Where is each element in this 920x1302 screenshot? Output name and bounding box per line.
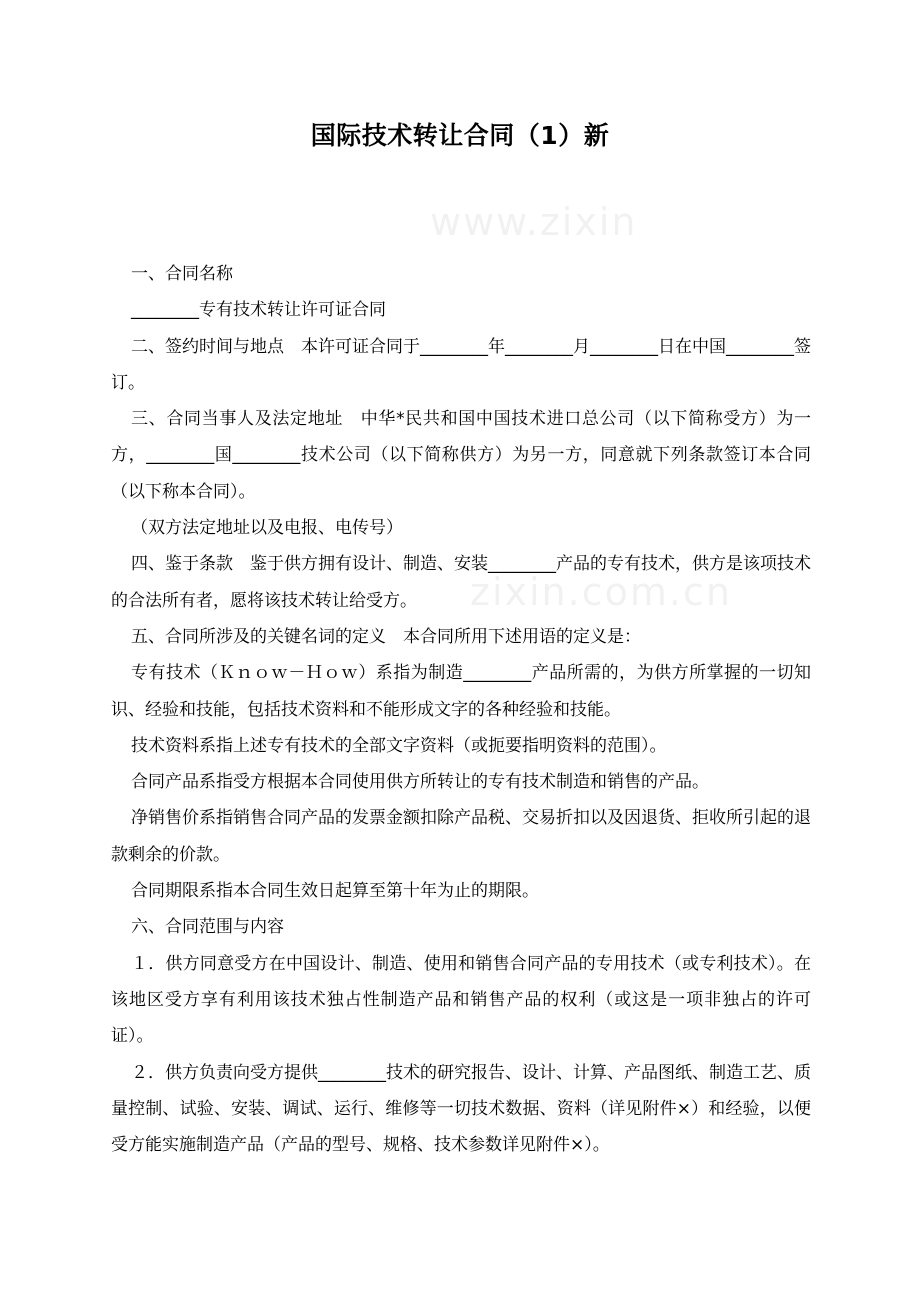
- paragraph: ２．供方负责向受方提供________技术的研究报告、设计、计算、产品图纸、制造工艺、质量控制、试验、安装、调试、运行、维修等一切技术数据、资料（详见附件×）和经验，以便受方能实施制造产品（产品的型号、规格、技术参数详见附件×）。: [111, 1062, 811, 1156]
- paragraph: 六、合同范围与内容: [131, 917, 284, 938]
- paragraph: 二、签约时间与地点 本许可证合同于________年________月________日在中国________签订。: [111, 336, 811, 393]
- paragraph: 一、合同名称: [131, 264, 233, 284]
- watermark-middle: zixin.com.cn: [470, 570, 732, 614]
- paragraph: ________专有技术转让许可证合同: [131, 300, 386, 321]
- paragraph: 五、合同所涉及的关键名词的定义 本合同所用下述用语的定义是：: [131, 626, 641, 647]
- paragraph: 合同产品系指受方根据本合同使用供方所转让的专有技术制造和销售的产品。: [131, 772, 709, 793]
- watermark-top: www.zixin: [430, 200, 638, 244]
- paragraph: 专有技术（Ｋｎｏｗ－Ｈｏｗ）系指为制造________产品所需的，为供方所掌握的一切知识、经验和技能，包括技术资料和不能形成文字的各种经验和技能。: [111, 663, 811, 720]
- paragraph: 合同期限系指本合同生效日起算至第十年为止的期限。: [131, 881, 539, 902]
- paragraph: １．供方同意受方在中国设计、制造、使用和销售合同产品的专用技术（或专利技术）。在该地区受方享有利用该技术独占性制造产品和销售产品的权利（或这是一项非独占的许可证）。: [111, 953, 811, 1047]
- paragraph: （双方法定地址以及电报、电传号）: [131, 518, 403, 539]
- paragraph: 三、合同当事人及法定地址 中华*民共和国中国技术进口总公司（以下简称受方）为一方，________国________技术公司（以下简称供方）为另一方，同意就下列条款签订本合同（以下称本合同）。: [111, 409, 811, 502]
- document-body: [111, 256, 811, 1163]
- document-title: 国际技术转让合同（1）新: [310, 121, 610, 150]
- paragraph: 技术资料系指上述专有技术的全部文字资料（或扼要指明资料的范围）。: [131, 735, 667, 756]
- paragraph: 净销售价系指销售合同产品的发票金额扣除产品税、交易折扣以及因退货、拒收所引起的退款剩余的价款。: [111, 808, 811, 865]
- paragraph: 四、鉴于条款 鉴于供方拥有设计、制造、安装________产品的专有技术，供方是该项技术的合法所有者，愿将该技术转让给受方。: [111, 554, 811, 611]
